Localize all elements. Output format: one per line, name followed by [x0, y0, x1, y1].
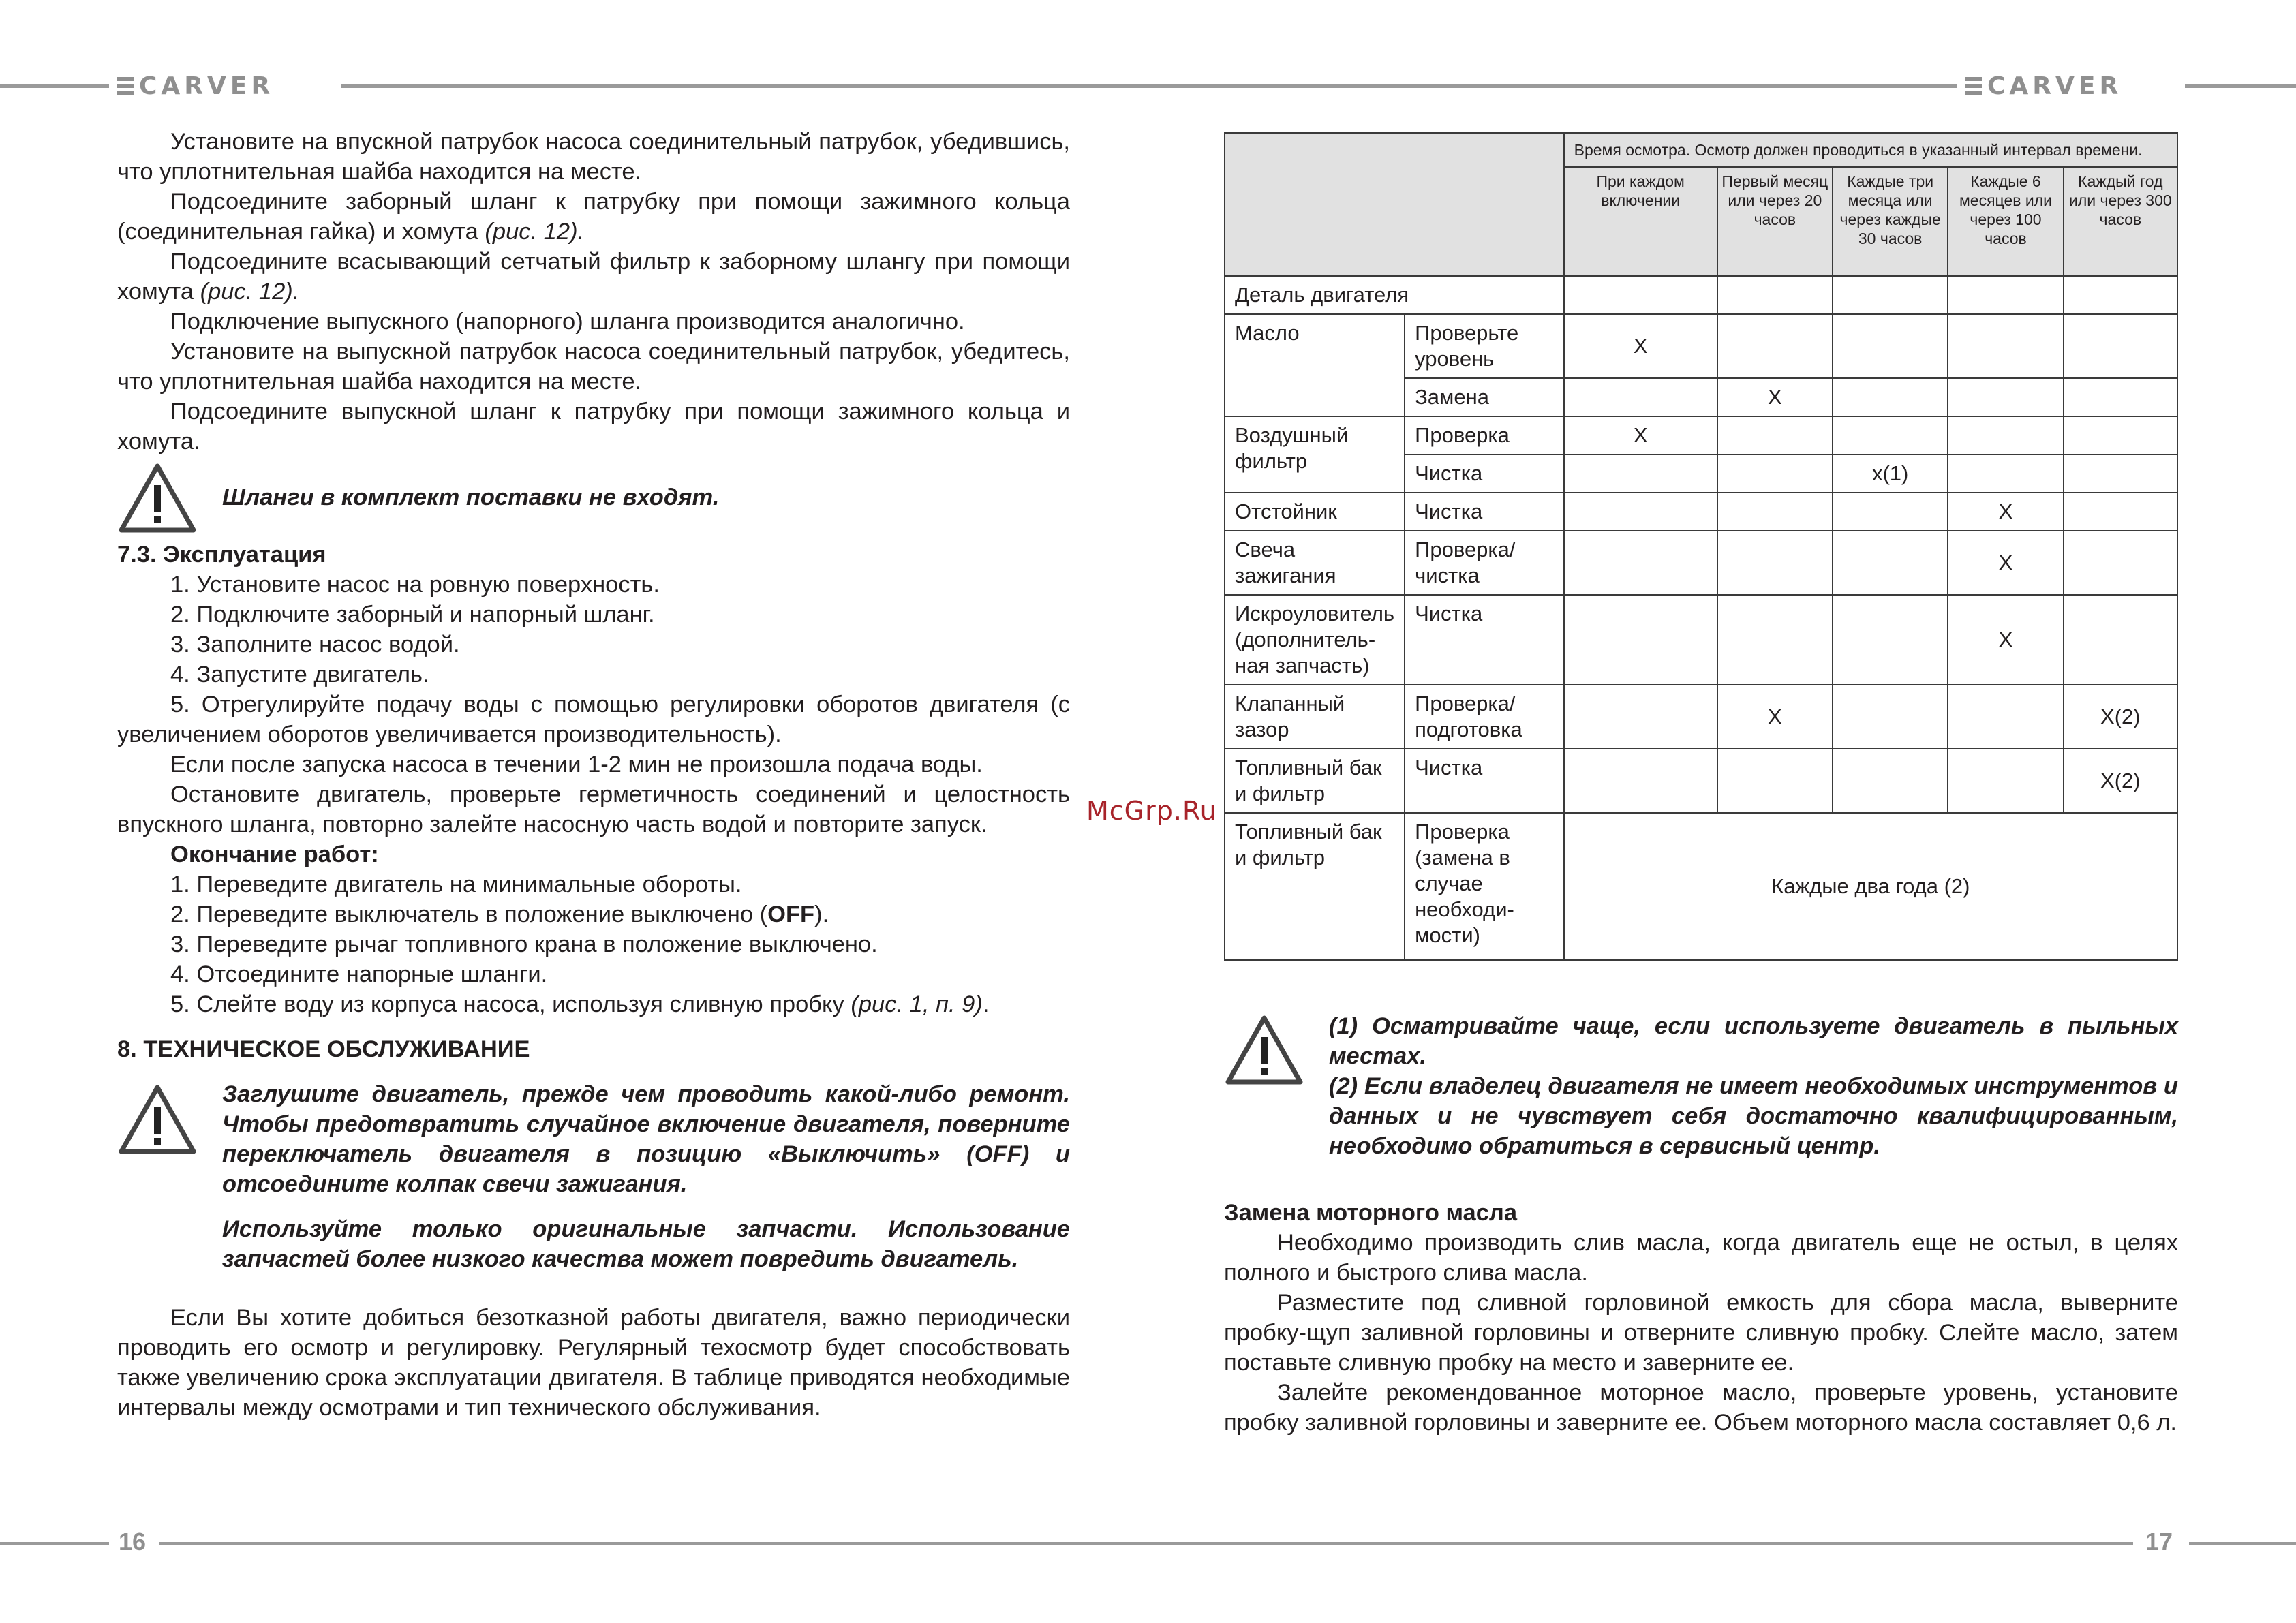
cell-mark — [1717, 531, 1833, 595]
part-label: Деталь двигателя — [1225, 276, 1564, 314]
cell-mark — [1717, 493, 1833, 531]
cell-mark — [1833, 749, 1948, 813]
para: Необходимо производить слив масла, когда двигатель еще не остыл, в целях полного и быстрого слива масла. — [1224, 1230, 2178, 1286]
page-number-right: 17 — [2145, 1528, 2173, 1556]
list-item: 2. Переведите выключатель в положение выключено (OFF). — [170, 901, 829, 927]
cell-mark — [2064, 493, 2177, 531]
footnote-2: (2) Если владелец двигателя не имеет необходимых инструментов и данных и не чувствует себя достаточно квалифицированным, необходимо обратиться в сервисный центр. — [1329, 1073, 2178, 1159]
cell-mark: X(2) — [2064, 749, 2177, 813]
list-item: 3. Заполните насос водой. — [170, 632, 460, 658]
list-item: 2. Подключите заборный и напорный шланг. — [170, 602, 655, 628]
cell-mark — [1948, 378, 2063, 416]
list-item: 4. Отсоедините напорные шланги. — [170, 961, 548, 987]
cell-mark — [2064, 531, 2177, 595]
cell-mark: X — [1948, 531, 2063, 595]
list-item: 3. Переведите рычаг топливного крана в положение выключено. — [170, 931, 878, 957]
section-title: Замена моторного масла — [1224, 1200, 1518, 1226]
list-item: 1. Переведите двигатель на минимальные обороты. — [170, 871, 742, 897]
column-header: Каждые три месяца или через каждые 30 часов — [1833, 167, 1948, 276]
header-rule-right — [2185, 84, 2296, 88]
warning-icon — [1224, 1014, 1304, 1086]
para: Установите на выпускной патрубок насоса соединительный патрубок, убедитесь, что уплотнительная шайба находится на месте. — [117, 339, 1070, 395]
column-header: При каждом включении — [1564, 167, 1717, 276]
cell-mark — [1833, 595, 1948, 685]
cell-mark: X — [1717, 378, 1833, 416]
cell-mark — [1833, 378, 1948, 416]
cell-mark — [1564, 531, 1717, 595]
table-row — [1225, 314, 2177, 378]
cell-op: Проверьте уровень — [1405, 314, 1564, 378]
list-item: 5. Отрегулируйте подачу воды с помощью регулировки оборотов двигателя (с увеличением оборотов увеличивается производительность). — [117, 692, 1070, 747]
cell-part: Свеча зажигания — [1225, 531, 1405, 595]
cell-op: Чистка — [1405, 595, 1564, 685]
list-item: Остановите двигатель, проверьте герметичность соединений и целостность впускного шланга, повторно залейте насосную часть водой и повторите запуск. — [117, 782, 1070, 837]
section-title: 7.3. Эксплуатация — [117, 542, 326, 568]
warning-icon — [117, 1083, 198, 1156]
para: Подсоедините всасывающий сетчатый фильтр к заборному шлангу при помощи хомута (рис. 12). — [117, 249, 1070, 305]
section-title: 8. ТЕХНИЧЕСКОЕ ОБСЛУЖИВАНИЕ — [117, 1036, 530, 1062]
cell-op: Чистка — [1405, 493, 1564, 531]
table-row — [1225, 685, 2177, 749]
cell-mark: X — [1948, 493, 2063, 531]
cell-part: Топливный бак и фильтр — [1225, 749, 1405, 813]
cell-mark — [1833, 493, 1948, 531]
cell-mark — [1564, 749, 1717, 813]
table-row — [1225, 595, 2177, 685]
cell-mark — [1833, 531, 1948, 595]
cell-mark — [1948, 416, 2063, 454]
cell-part: Воздушный фильтр — [1225, 416, 1405, 493]
brand-logo-right — [1965, 72, 2122, 99]
cell-mark — [1564, 378, 1717, 416]
cell-mark — [1564, 685, 1717, 749]
cell-op: Проверка — [1405, 416, 1564, 454]
para: Разместите под сливной горловиной емкость для сбора масла, выверните пробку-щуп заливной горловины и отверните сливную пробку. Слейте масло, затем поставьте сливную пробку на место и заверните ее. — [1224, 1290, 2178, 1376]
cell-op: Проверка (замена в случае необходи-мости) — [1405, 813, 1564, 960]
table-corner — [1225, 133, 1564, 276]
page-number-left: 16 — [119, 1528, 147, 1556]
header-rule-middle — [341, 84, 1957, 88]
table-row — [1225, 749, 2177, 813]
warning-icon — [117, 462, 198, 534]
cell-op: Чистка — [1405, 749, 1564, 813]
cell-mark — [1717, 416, 1833, 454]
list-item: 4. Запустите двигатель. — [170, 662, 429, 687]
brand-logo-left — [117, 72, 274, 99]
table-top-header: Время осмотра. Осмотр должен проводиться в указанный интервал времени. — [1564, 133, 2177, 167]
footer-rule-right — [2189, 1542, 2296, 1545]
logo-mark-icon — [117, 77, 134, 95]
cell-mark — [2064, 378, 2177, 416]
cell-mark — [1948, 685, 2063, 749]
brand-name: CARVER — [1987, 72, 2123, 100]
warning-box — [117, 1079, 1070, 1274]
cell-mark — [1564, 493, 1717, 531]
para: Подсоедините выпускной шланг к патрубку при помощи зажимного кольца и хомута. — [117, 399, 1070, 454]
para: Залейте рекомендованное моторное масло, проверьте уровень, установите пробку заливной горловины и заверните ее. Объем моторного масла составляет 0,6 л. — [1224, 1380, 2178, 1436]
table-row — [1225, 493, 2177, 531]
cell-mark: x(1) — [1833, 454, 1948, 493]
cell-part: Топливный бак и фильтр — [1225, 813, 1405, 960]
list-item: 1. Установите насос на ровную поверхность. — [170, 572, 660, 598]
column-header: Каждые 6 месяцев или через 100 часов — [1948, 167, 2063, 276]
warning-box — [1224, 1011, 2178, 1161]
list-item: Если после запуска насоса в течении 1-2 мин не произошла подача воды. — [170, 752, 983, 777]
cell-part: Масло — [1225, 314, 1405, 416]
cell-mark — [2064, 595, 2177, 685]
cell-mark: X — [1948, 595, 2063, 685]
cell-op: Замена — [1405, 378, 1564, 416]
footer-rule-middle — [159, 1542, 2133, 1545]
cell-mark — [1833, 314, 1948, 378]
cell-mark — [1717, 595, 1833, 685]
cell-mark: X(2) — [2064, 685, 2177, 749]
right-column — [1224, 1011, 2178, 1438]
cell-mark — [1564, 595, 1717, 685]
header-rule-left — [0, 84, 109, 88]
cell-part: Отстойник — [1225, 493, 1405, 531]
table-row — [1225, 813, 2177, 960]
table-row — [1225, 531, 2177, 595]
cell-op: Чистка — [1405, 454, 1564, 493]
brand-name: CARVER — [139, 72, 275, 100]
cell-mark — [2064, 454, 2177, 493]
left-column — [117, 127, 1070, 1423]
para: Если Вы хотите добиться безотказной работы двигателя, важно периодически проводить его осмотр и регулировку. Регулярный техосмотр будет способствовать также увеличению срока эксплуатации двигателя. В таблице приводятся необходимые интервалы между осмотрами и тип технического обслуживания. — [117, 1305, 1070, 1421]
cell-mark — [1717, 454, 1833, 493]
subsection-title: Окончание работ: — [170, 841, 379, 867]
para: Установите на впускной патрубок насоса соединительный патрубок, убедившись, что уплотнительная шайба находится на месте. — [117, 129, 1070, 185]
cell-mark — [2064, 416, 2177, 454]
cell-mark — [1948, 749, 2063, 813]
cell-op: Проверка/ подготовка — [1405, 685, 1564, 749]
watermark: McGrp.Ru — [1086, 796, 1217, 826]
table-row — [1225, 416, 2177, 454]
warning-text: Шланги в комплект поставки не входят. — [222, 484, 720, 510]
column-header: Первый месяц или через 20 часов — [1717, 167, 1833, 276]
warning-text: Заглушите двигатель, прежде чем проводить какой-либо ремонт. Чтобы предотвратить случайное включение двигателя, поверните переключатель двигателя в позицию «Выключить» (OFF) и отсоедините колпак свечи зажигания. — [222, 1081, 1070, 1197]
cell-mark — [1948, 314, 2063, 378]
footnote-1: (1) Осматривайте чаще, если используете двигатель в пыльных местах. — [1329, 1013, 2178, 1069]
warning-box — [117, 466, 1070, 531]
cell-part: Искроуловитель (дополнитель-ная запчасть) — [1225, 595, 1405, 685]
cell-mark — [1948, 454, 2063, 493]
column-header: Каждый год или через 300 часов — [2064, 167, 2177, 276]
logo-mark-icon — [1965, 77, 1982, 95]
list-item: 5. Слейте воду из корпуса насоса, используя сливную пробку (рис. 1, п. 9). — [170, 991, 990, 1017]
cell-mark: X — [1564, 314, 1717, 378]
maintenance-table — [1224, 132, 2178, 961]
warning-text: Используйте только оригинальные запчасти. Использование запчастей более низкого качества может повредить двигатель. — [222, 1216, 1070, 1272]
cell-mark — [1717, 314, 1833, 378]
cell-mark — [1564, 454, 1717, 493]
cell-mark — [1717, 749, 1833, 813]
cell-mark: X — [1717, 685, 1833, 749]
footer-rule-left — [0, 1542, 109, 1545]
cell-mark — [2064, 314, 2177, 378]
para: Подсоедините заборный шланг к патрубку при помощи зажимного кольца (соединительная гайка) и хомута (рис. 12). — [117, 189, 1070, 245]
cell-mark: X — [1564, 416, 1717, 454]
cell-part: Клапанный зазор — [1225, 685, 1405, 749]
cell-mark — [1833, 416, 1948, 454]
cell-mark — [1833, 685, 1948, 749]
cell-op: Проверка/ чистка — [1405, 531, 1564, 595]
para: Подключение выпускного (напорного) шланга производится аналогично. — [170, 309, 965, 335]
cell-merged: Каждые два года (2) — [1564, 813, 2177, 960]
